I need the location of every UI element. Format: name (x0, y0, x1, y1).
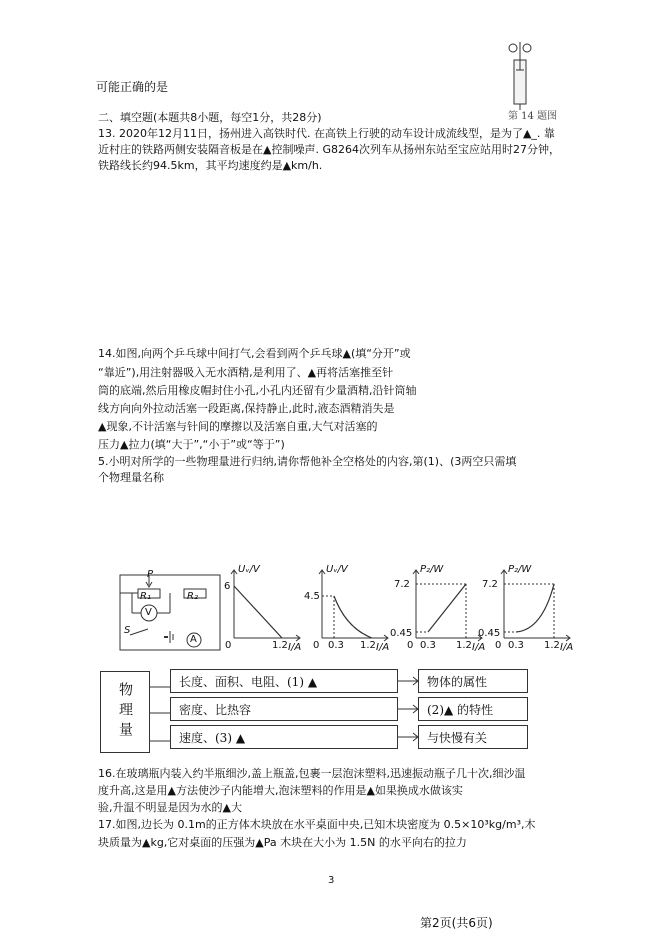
q14-line-2: “靠近”),用注射器吸入无水酒精,是利用了、▲再将活塞推至针 (98, 366, 394, 379)
circuit-label-p: P (147, 569, 154, 580)
graph-3-ylabel: P₂/W (420, 564, 444, 575)
graph-4-xlabel: I/A (560, 642, 574, 653)
q16-line-2: 度升高,这是用▲方法使沙子内能增大,泡沫塑料的作用是▲如果换成水做该实 (98, 784, 463, 797)
figure14-caption: 第 14 题图 (508, 111, 558, 122)
graph-1-ylabel: Uᵥ/V (238, 564, 260, 575)
q16-line-1: 16.在玻璃瓶内装入约半瓶细沙,盖上瓶盖,包裹一层泡沫塑料,迅速振动瓶子几十次,细沙温 (98, 767, 526, 780)
concept-row-3-right-text: 与快慢有关 (427, 730, 488, 745)
concept-row-2-right (418, 697, 528, 721)
q17-line-2: 块质量为▲kg,它对桌面的压强为▲Pa 木块在大小为 1.5N 的水平向右的拉力 (98, 836, 467, 849)
concept-row-2-right-text: (2)▲ 的特性 (427, 702, 494, 717)
graph-4-ylabel: P₂/W (508, 564, 532, 575)
graph-4-xtick-2: 1.2 (544, 640, 560, 651)
q14-line-3: 筒的底端,然后用橡皮帽封住小孔,小孔内还留有少量酒精,沿针筒轴 (98, 384, 417, 397)
graph-4-ytick-1: 7.2 (482, 579, 498, 590)
concept-row-1-left (170, 669, 398, 693)
graph-4 (498, 568, 578, 648)
graph-1 (228, 568, 308, 648)
concept-row-1-left-text: 长度、面积、电阻、(1) ▲ (179, 674, 318, 689)
q13-line-3: 铁路线长约94.5km，其平均速度约是▲km/h. (98, 159, 323, 172)
q15-line-1: 5.小明对所学的一些物理量进行归纳,请你帮他补全空格处的内容,第(1)、(3两空只需填 (98, 455, 517, 468)
page-center-number: 3 (328, 875, 335, 886)
graph-3-ytick-1: 7.2 (394, 579, 410, 590)
concept-row-3-left (170, 725, 398, 749)
section-title: 二、填空题(本题共8小题，每空1分，共28分) (98, 111, 322, 124)
q14-line-1: 14.如图,向两个乒乓球中间打气,会看到两个乒乓球▲(填“分开”或 (98, 347, 411, 360)
circuit-diagram (110, 565, 230, 660)
graph-3-xtick-2: 1.2 (456, 640, 472, 651)
graph-3-xtick-1: 0.3 (420, 640, 436, 651)
graph-3-xlabel: I/A (472, 642, 486, 653)
graph-4-ytick-2: 0.45 (478, 628, 501, 639)
graph-2-xlabel: I/A (376, 642, 390, 653)
q14-line-5: ▲现象,不计活塞与针间的摩擦以及活塞自重,大气对活塞的 (98, 420, 378, 433)
graph-1-xtick: 1.2 (272, 640, 288, 651)
graph-1-xlabel: I/A (288, 642, 302, 653)
graph-1-ytick: 6 (224, 581, 231, 592)
q15-line-2: 个物理量名称 (98, 471, 164, 484)
concept-map-root-label: 物理量 (117, 682, 133, 742)
graph-2-origin: 0 (313, 640, 320, 651)
q16-line-3: 验,升温不明显是因为水的▲大 (98, 801, 242, 814)
circuit-label-r2: R₂ (187, 591, 198, 602)
prefix-line: 可能正确的是 (96, 80, 169, 94)
q17-line-1: 17.如图,边长为 0.1m的正方体木块放在水平桌面中央,已知木块密度为 0.5×10³kg/m³,木 (98, 818, 536, 831)
page-footer: 第2页(共6页) (420, 916, 493, 930)
concept-row-2-left (170, 697, 398, 721)
q14-line-4: 线方向向外拉动活塞一段距离,保持静止,此时,液态酒精消失是 (98, 402, 395, 415)
graph-1-origin: 0 (225, 640, 232, 651)
concept-map-root (100, 671, 150, 753)
q13-line-2: 近村庄的铁路两侧安装隔音板是在▲控制噪声. G8264次列车从扬州东站至宝应站用时27分钟， (98, 143, 560, 156)
graph-2-ytick: 4.5 (304, 591, 320, 602)
graph-2 (316, 568, 396, 648)
graph-4-xtick-1: 0.3 (508, 640, 524, 651)
circuit-label-r1: R₁ (140, 591, 151, 602)
graph-3-ytick-2: 0.45 (390, 628, 413, 639)
graph-4-origin: 0 (495, 640, 502, 651)
q14-line-6: 压力▲拉力(填“大于”,“小于”或“等于”) (98, 438, 285, 451)
concept-row-3-right (418, 725, 528, 749)
graph-3-origin: 0 (407, 640, 414, 651)
circuit-label-s: S (124, 625, 131, 636)
syringe-figure (498, 40, 558, 120)
graph-2-xtick-2: 1.2 (360, 640, 376, 651)
concept-map (100, 665, 540, 765)
concept-row-1-right-text: 物体的属性 (427, 674, 488, 689)
q13-line-1: 13. 2020年12月11日，扬州进入高铁时代. 在高铁上行驶的动车设计成流线型，是为了▲_. 靠 (98, 127, 555, 140)
circuit-label-v: V (145, 607, 152, 618)
graph-2-ylabel: Uᵥ/V (326, 564, 348, 575)
circuit-label-a: A (190, 634, 197, 645)
concept-row-3-left-text: 速度、(3) ▲ (179, 730, 246, 745)
concept-row-1-right (418, 669, 528, 693)
graph-2-xtick-1: 0.3 (328, 640, 344, 651)
concept-row-2-left-text: 密度、比热容 (179, 702, 252, 717)
